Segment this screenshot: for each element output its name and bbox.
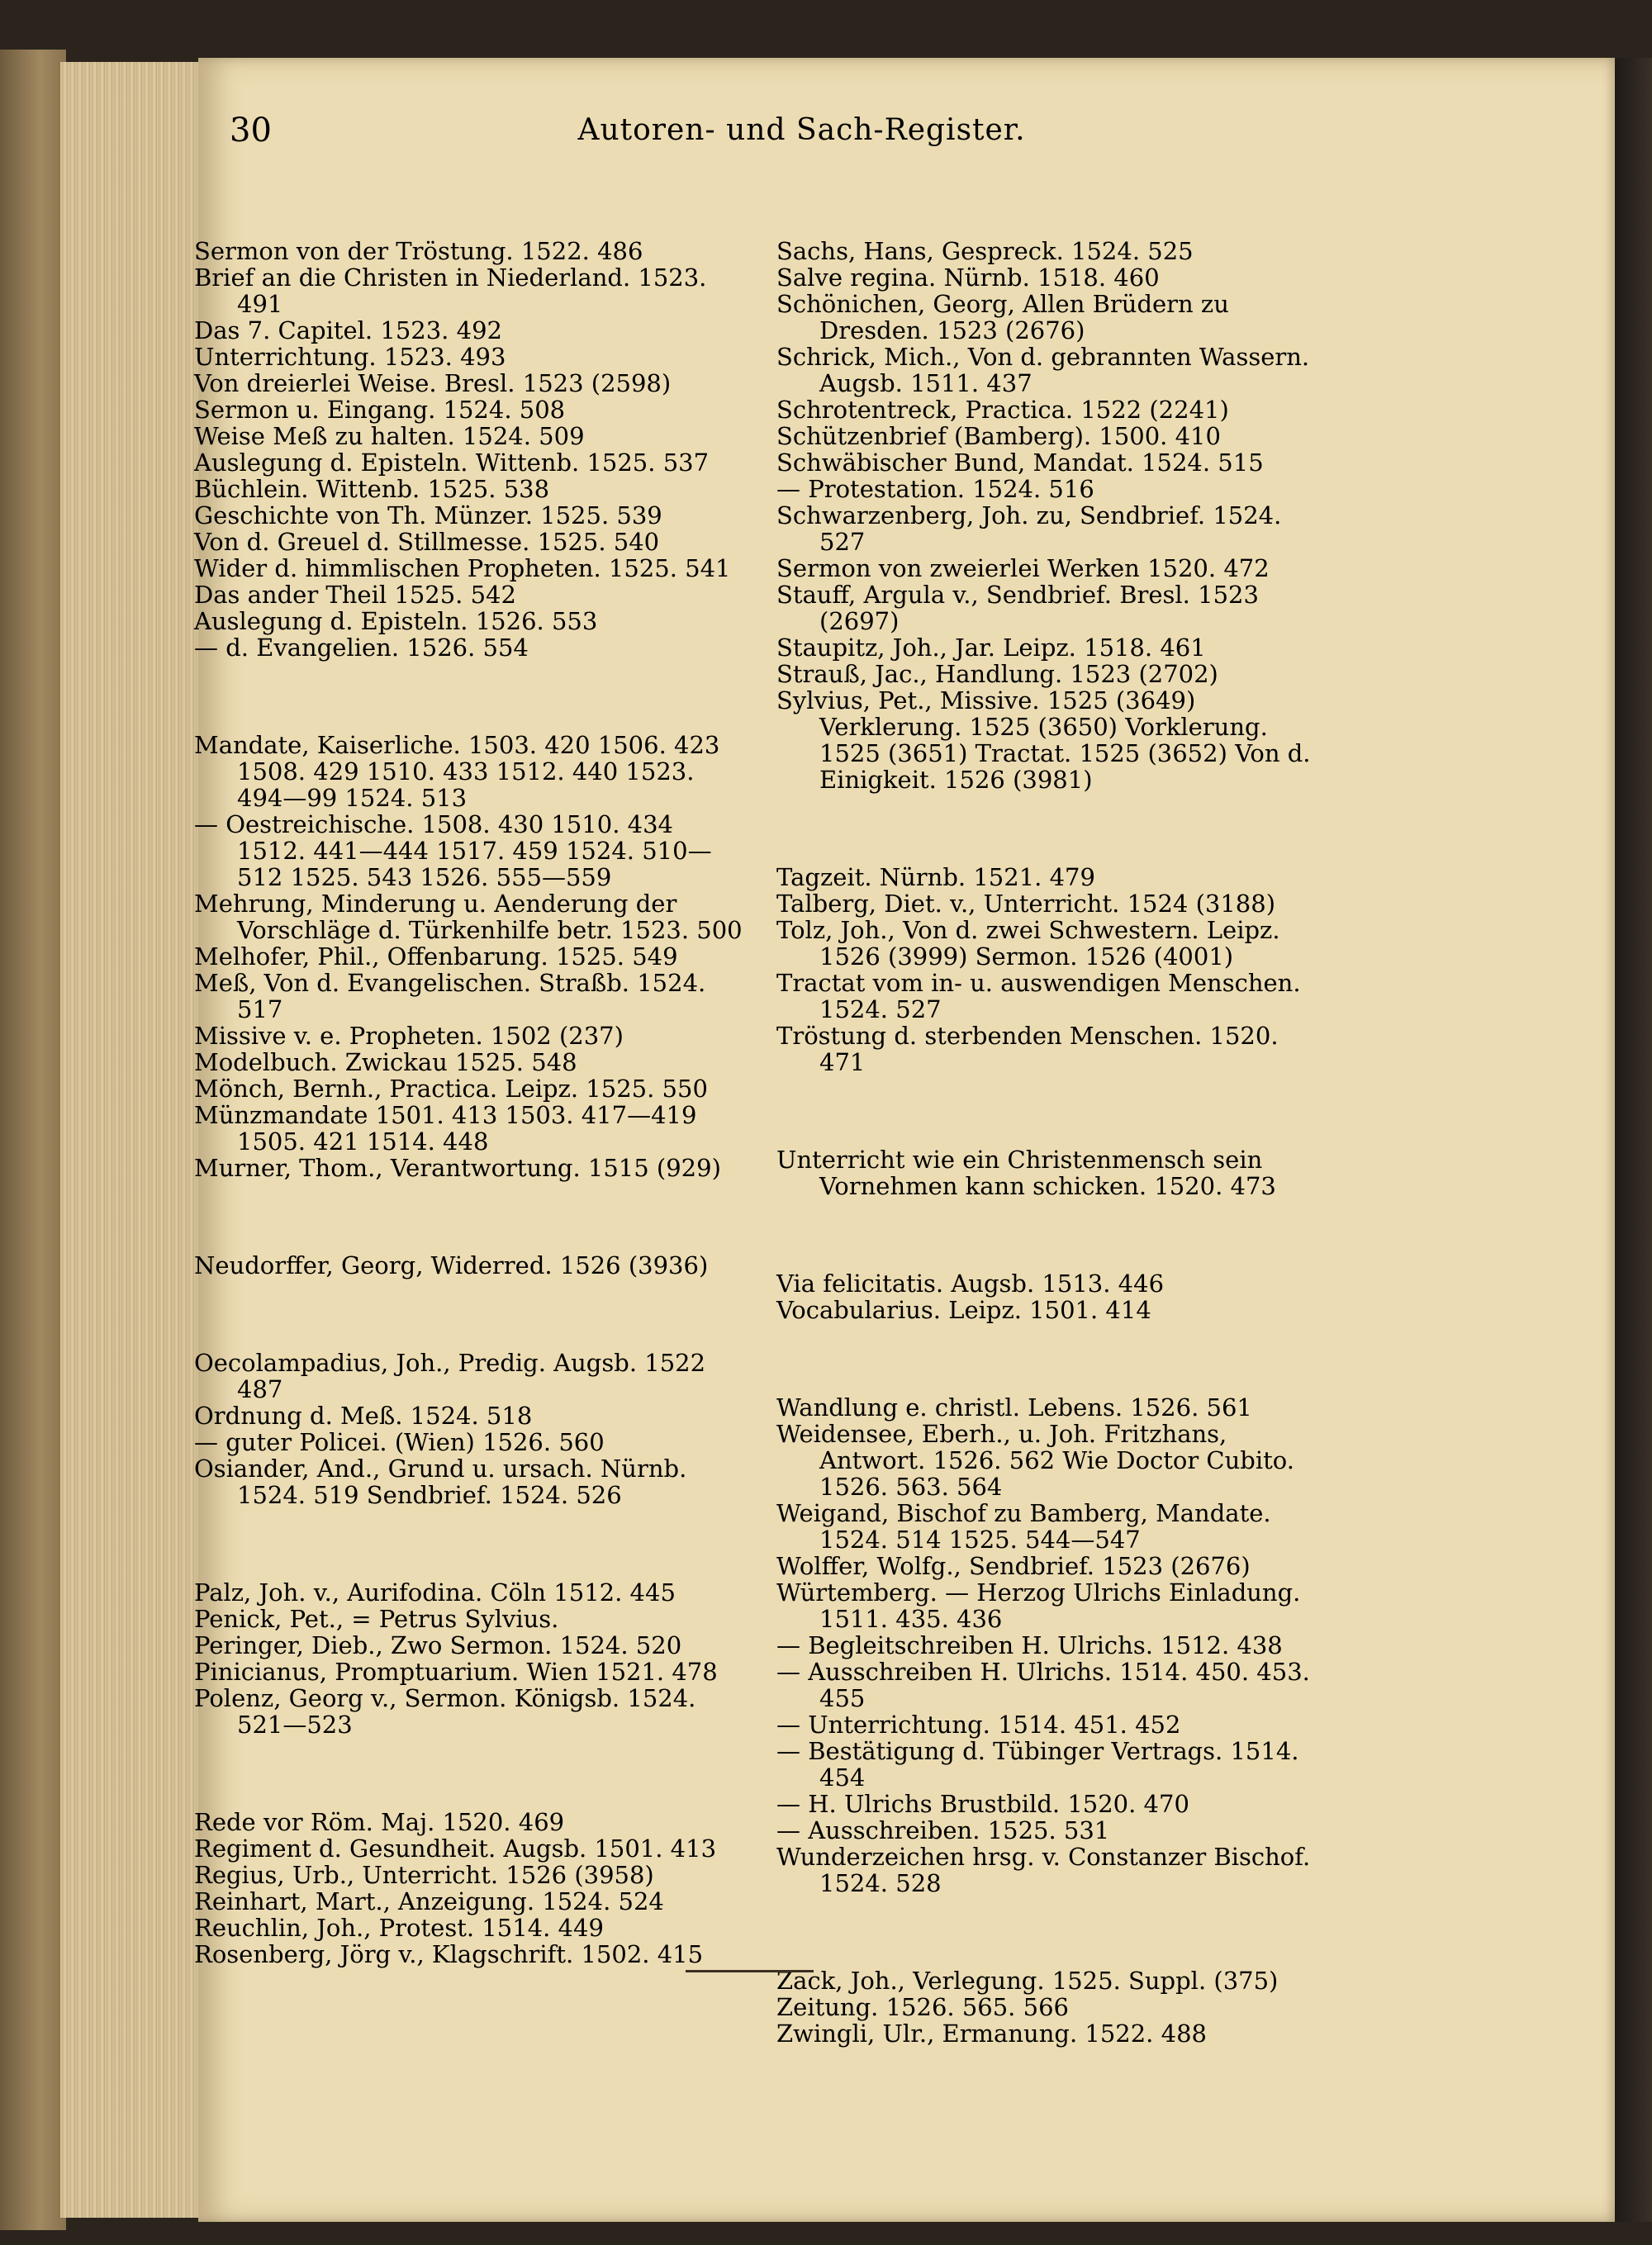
index-entry: Pinicianus, Promptuarium. Wien 1521. 478	[194, 1658, 718, 1686]
index-entry: — Bestätigung d. Tübinger Vertrags. 1514. 454	[776, 1737, 1299, 1792]
index-entry: Sermon u. Eingang. 1524. 508	[194, 396, 566, 424]
entry-gap	[776, 1223, 1330, 1246]
index-entry: — Ausschreiben H. Ulrichs. 1514. 450. 453. 455	[776, 1658, 1310, 1712]
index-entry: Zack, Joh., Verlegung. 1525. Suppl. (375)	[776, 1967, 1279, 1995]
index-entry: Peringer, Dieb., Zwo Sermon. 1524. 520	[194, 1631, 682, 1659]
entry-gap	[194, 1762, 748, 1785]
index-entry: Schützenbrief (Bamberg). 1500. 410	[776, 422, 1221, 450]
index-entry: Mönch, Bernh., Practica. Leipz. 1525. 550	[194, 1075, 708, 1103]
index-entry: Brief an die Christen in Niederland. 1523. 491	[194, 263, 707, 318]
index-entry: Das 7. Capitel. 1523. 492	[194, 316, 502, 344]
index-entry: Tolz, Joh., Von d. zwei Schwestern. Leipz. 1526 (3999) Sermon. 1526 (4001)	[776, 916, 1280, 971]
end-rule	[686, 1970, 814, 1972]
index-entry: — Unterrichtung. 1514. 451. 452	[776, 1711, 1181, 1739]
index-entry: Wunderzeichen hrsg. v. Constanzer Bischof. 1524. 528	[776, 1843, 1311, 1897]
index-entry: — guter Policei. (Wien) 1526. 560	[194, 1428, 605, 1456]
book-gutter-right	[1615, 58, 1652, 2222]
index-entry: — Begleitschreiben H. Ulrichs. 1512. 438	[776, 1631, 1283, 1659]
index-entry: Penick, Pet., = Petrus Sylvius.	[194, 1605, 559, 1633]
index-entry: Strauß, Jac., Handlung. 1523 (2702)	[776, 660, 1218, 688]
index-entry: Münzmandate 1501. 413 1503. 417—419 1505. 421 1514. 448	[194, 1101, 697, 1156]
index-entry: Tröstung d. sterbenden Menschen. 1520. 471	[776, 1022, 1279, 1076]
index-entry: — Protestation. 1524. 516	[776, 475, 1094, 503]
index-entry: Schrotentreck, Practica. 1522 (2241)	[776, 396, 1229, 424]
index-entry: Modelbuch. Zwickau 1525. 548	[194, 1048, 577, 1076]
index-entry: — d. Evangelien. 1526. 554	[194, 634, 529, 662]
index-entry: Sylvius, Pet., Missive. 1525 (3649) Verklerung. 1525 (3650) Vorklerung. 1525 (3651) Tractat. 1525 (3652) Von d. Einigkeit. 1526 (3981)	[776, 686, 1311, 794]
index-entry: Mehrung, Minderung u. Aenderung der Vorschläge d. Türkenhilfe betr. 1523. 500	[194, 890, 743, 944]
entry-gap	[194, 1205, 748, 1228]
index-entry: Zwingli, Ulr., Ermanung. 1522. 488	[776, 2020, 1207, 2048]
index-entry: Rede vor Röm. Maj. 1520. 469	[194, 1808, 565, 1836]
right-column	[776, 238, 1330, 2047]
index-entry: Staupitz, Joh., Jar. Leipz. 1518. 461	[776, 634, 1206, 662]
index-entry: Oecolampadius, Joh., Predig. Augsb. 1522 487	[194, 1349, 706, 1403]
index-entry: Stauff, Argula v., Sendbrief. Bresl. 1523 (2697)	[776, 581, 1259, 635]
entry-gap	[776, 1347, 1330, 1370]
index-entry: Via felicitatis. Augsb. 1513. 446	[776, 1270, 1165, 1298]
index-entry: Schrick, Mich., Von d. gebrannten Wassern. Augsb. 1511. 437	[776, 343, 1310, 397]
index-entry: Schönichen, Georg, Allen Brüdern zu Dresden. 1523 (2676)	[776, 290, 1229, 344]
index-entry: Würtemberg. — Herzog Ulrichs Einladung. 1511. 435. 436	[776, 1578, 1301, 1633]
index-entry: Geschichte von Th. Münzer. 1525. 539	[194, 501, 662, 529]
left-column	[194, 238, 748, 1967]
index-entry: Tagzeit. Nürnb. 1521. 479	[776, 863, 1095, 891]
index-entry: Wandlung e. christl. Lebens. 1526. 561	[776, 1393, 1252, 1422]
index-entry: Salve regina. Nürnb. 1518. 460	[776, 263, 1160, 292]
index-entry: Das ander Theil 1525. 542	[194, 581, 516, 609]
page-edges	[58, 62, 209, 2218]
index-entry: Unterrichtung. 1523. 493	[194, 343, 506, 371]
index-entry: Murner, Thom., Verantwortung. 1515 (929)	[194, 1154, 721, 1182]
index-entry: Palz, Joh. v., Aurifodina. Cöln 1512. 445	[194, 1578, 676, 1607]
entry-gap	[194, 685, 748, 708]
entry-gap	[194, 1303, 748, 1326]
index-entry: Zeitung. 1526. 565. 566	[776, 1993, 1069, 2021]
running-title: Autoren- und Sach-Register.	[577, 113, 1026, 147]
index-entry: Meß, Von d. Evangelischen. Straßb. 1524. 517	[194, 969, 706, 1023]
index-entry: Rosenberg, Jörg v., Klagschrift. 1502. 415	[194, 1940, 704, 1968]
index-entry: Schwarzenberg, Joh. zu, Sendbrief. 1524. 527	[776, 501, 1282, 556]
entry-gap	[194, 1532, 748, 1555]
index-entry: Neudorffer, Georg, Widerred. 1526 (3936)	[194, 1251, 709, 1279]
index-entry: Wider d. himmlischen Propheten. 1525. 541	[194, 554, 731, 582]
index-entry: Büchlein. Wittenb. 1525. 538	[194, 475, 550, 503]
entry-gap	[776, 817, 1330, 840]
index-entry: Unterricht wie ein Christenmensch sein Vornehmen kann schicken. 1520. 473	[776, 1146, 1276, 1200]
index-entry: Weigand, Bischof zu Bamberg, Mandate. 1524. 514 1525. 544—547	[776, 1499, 1271, 1554]
index-entry: Regiment d. Gesundheit. Augsb. 1501. 413	[194, 1834, 717, 1863]
index-entry: Ordnung d. Meß. 1524. 518	[194, 1402, 533, 1430]
entry-gap	[776, 1099, 1330, 1122]
index-entry: Melhofer, Phil., Offenbarung. 1525. 549	[194, 942, 678, 971]
index-entry: Vocabularius. Leipz. 1501. 414	[776, 1296, 1151, 1324]
index-entry: Auslegung d. Episteln. Wittenb. 1525. 537	[194, 449, 710, 477]
index-entry: Wolffer, Wolfg., Sendbrief. 1523 (2676)	[776, 1552, 1251, 1580]
index-entry: Auslegung d. Episteln. 1526. 553	[194, 607, 598, 635]
index-entry: Sermon von zweierlei Werken 1520. 472	[776, 554, 1270, 582]
page-number: 30	[230, 112, 272, 150]
index-entry: Sachs, Hans, Gespreck. 1524. 525	[776, 237, 1194, 265]
index-entry: — Oestreichische. 1508. 430 1510. 434 1512. 441—444 1517. 459 1524. 510—512 1525. 543 1526. 555—559	[194, 810, 712, 891]
index-entry: — H. Ulrichs Brustbild. 1520. 470	[776, 1790, 1189, 1818]
index-entry: Reinhart, Mart., Anzeigung. 1524. 524	[194, 1887, 664, 1915]
index-entry: Regius, Urb., Unterricht. 1526 (3958)	[194, 1861, 654, 1889]
index-entry: Missive v. e. Propheten. 1502 (237)	[194, 1022, 624, 1050]
index-entry: Weise Meß zu halten. 1524. 509	[194, 422, 585, 450]
index-entry: Von d. Greuel d. Stillmesse. 1525. 540	[194, 528, 660, 556]
book-cover-left	[0, 50, 66, 2230]
index-entry: Talberg, Diet. v., Unterricht. 1524 (3188)	[776, 890, 1276, 918]
index-entry: — Ausschreiben. 1525. 531	[776, 1816, 1110, 1844]
index-entry: Mandate, Kaiserliche. 1503. 420 1506. 423 1508. 429 1510. 433 1512. 440 1523. 494—99 1524. 513	[194, 731, 720, 812]
entry-gap	[776, 1920, 1330, 1944]
page-header	[230, 106, 1374, 155]
index-entry: Schwäbischer Bund, Mandat. 1524. 515	[776, 449, 1264, 477]
index-entry: Sermon von der Tröstung. 1522. 486	[194, 237, 643, 265]
index-entry: Weidensee, Eberh., u. Joh. Fritzhans, Antwort. 1526. 562 Wie Doctor Cubito. 1526. 563. 564	[776, 1420, 1294, 1501]
index-entry: Von dreierlei Weise. Bresl. 1523 (2598)	[194, 369, 672, 397]
index-entry: Reuchlin, Joh., Protest. 1514. 449	[194, 1914, 604, 1942]
index-entry: Osiander, And., Grund u. ursach. Nürnb. 1524. 519 Sendbrief. 1524. 526	[194, 1455, 687, 1509]
index-entry: Polenz, Georg v., Sermon. Königsb. 1524. 521—523	[194, 1684, 696, 1739]
index-entry: Tractat vom in- u. auswendigen Menschen. 1524. 527	[776, 969, 1301, 1023]
